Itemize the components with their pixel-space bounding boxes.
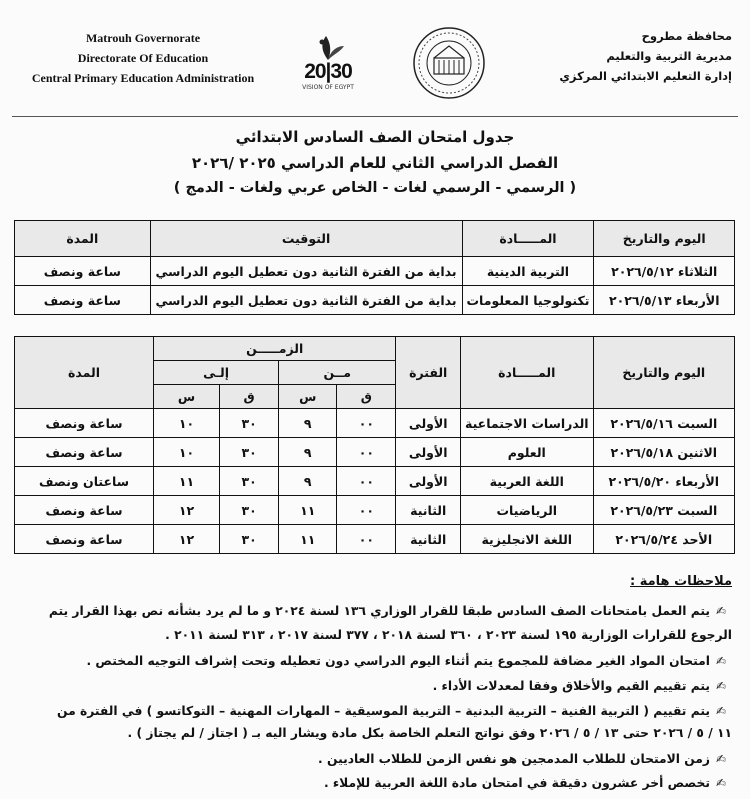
table1-cell-timing: بداية من الفترة الثانية دون تعطيل اليوم الدراسي xyxy=(150,286,462,315)
note-1-text-b: الرجوع للقرارات الوزارية ١٩٥ لسنة ٢٠٢٣ ، ٣٦٠ لسنة ٢٠١٨ ، ٣٧٧ لسنة ٢٠١٧ ، ٣١٣ لسنة ٢٠١١ . xyxy=(165,628,732,642)
table2-cell-to-hour: ١٢ xyxy=(154,525,220,554)
table2-cell-period: الثانية xyxy=(396,525,461,554)
leaf-icon xyxy=(292,30,364,62)
table1-cell-duration: ساعة ونصف xyxy=(15,286,151,315)
table2-cell-from-minute: ٠٠ xyxy=(337,438,396,467)
table1-header-duration: المدة xyxy=(15,221,151,257)
table2-cell-from-hour: ٩ xyxy=(279,438,337,467)
table2-header-to-hour: س xyxy=(154,385,220,409)
note-5 xyxy=(12,748,732,771)
table2-cell-day: الأربعاء ٢٠٢٦/٥/٢٠ xyxy=(593,467,734,496)
table2-cell-subject: اللغة العربية xyxy=(460,467,593,496)
note-3-text: يتم تقييم القيم والأخلاق وفقا لمعدلات الأداء . xyxy=(432,679,710,693)
table2-cell-from-minute: ٠٠ xyxy=(337,409,396,438)
table2-cell-duration: ساعة ونصف xyxy=(15,525,154,554)
vision-2030-logo xyxy=(292,30,364,96)
table2-cell-period: الأولى xyxy=(396,467,461,496)
schedule-table-2 xyxy=(14,336,735,554)
pen-icon: ✍ xyxy=(715,604,727,618)
header-ar-line-2: مديرية التربية والتعليم xyxy=(606,49,732,63)
table2-cell-to-hour: ١٠ xyxy=(154,409,220,438)
notes-heading: ملاحظات هامة : xyxy=(630,574,732,589)
table2-cell-from-minute: ٠٠ xyxy=(337,496,396,525)
table1-cell-duration: ساعة ونصف xyxy=(15,257,151,286)
table2-cell-to-minute: ٣٠ xyxy=(220,438,279,467)
table1-cell-subject: التربية الدينية xyxy=(462,257,594,286)
note-5-text: زمن الامتحان للطلاب المدمجين هو نفس الزمن للطلاب العاديين . xyxy=(318,752,710,766)
header-english xyxy=(18,28,268,88)
table2-header-from: مــن xyxy=(279,361,396,385)
logo-caption: VISION OF EGYPT xyxy=(302,84,354,91)
table2-header-to: إلـى xyxy=(154,361,279,385)
table-row xyxy=(15,467,735,496)
table1-header-day: اليوم والتاريخ xyxy=(594,221,735,257)
note-6 xyxy=(12,772,732,795)
table2-header-to-minute: ق xyxy=(220,385,279,409)
note-1-text-a: يتم العمل بامتحانات الصف السادس طبقا للقرار الوزاري ١٣٦ لسنة ٢٠٢٤ و ما لم يرد بشأنه نص بهذا القرار يتم xyxy=(48,604,710,618)
table2-cell-period: الأولى xyxy=(396,438,461,467)
ministry-seal-icon xyxy=(412,26,486,100)
table2-cell-from-minute: ٠٠ xyxy=(337,525,396,554)
table2-cell-to-minute: ٣٠ xyxy=(220,496,279,525)
table2-cell-from-hour: ٩ xyxy=(279,467,337,496)
table2-cell-subject: الرياضيات xyxy=(460,496,593,525)
table2-header-duration: المدة xyxy=(15,337,154,409)
table2-cell-subject: اللغة الانجليزية xyxy=(460,525,593,554)
pen-icon: ✍ xyxy=(715,776,727,790)
table2-header-day: اليوم والتاريخ xyxy=(593,337,734,409)
table2-cell-to-hour: ١٠ xyxy=(154,438,220,467)
table2-cell-duration: ساعة ونصف xyxy=(15,438,154,467)
table2-cell-to-hour: ١١ xyxy=(154,467,220,496)
table2-header-from-minute: ق xyxy=(337,385,396,409)
header-en-line-1: Matrouh Governorate xyxy=(85,31,201,45)
table2-cell-from-hour: ١١ xyxy=(279,525,337,554)
title-line-2: الفصل الدراسي الثاني للعام الدراسي ٢٠٢٥ /٢٠٢٦ xyxy=(191,154,559,172)
note-3 xyxy=(12,675,732,698)
header-divider xyxy=(12,116,738,117)
table2-header-period: الفترة xyxy=(396,337,461,409)
pen-icon: ✍ xyxy=(715,704,727,718)
table2-header-subject: المـــــادة xyxy=(460,337,593,409)
table2-cell-to-minute: ٣٠ xyxy=(220,409,279,438)
table2-cell-to-minute: ٣٠ xyxy=(220,525,279,554)
table-row xyxy=(15,286,735,315)
header-en-line-2: Directorate Of Education xyxy=(77,51,209,65)
table2-cell-period: الثانية xyxy=(396,496,461,525)
note-4-text-b: ١١ / ٥ / ٢٠٢٦ حتى ١٣ / ٥ / ٢٠٢٦ وفق نواتج التعلم الخاصة بكل مادة ويشار اليه بـ ( اجتاز / لم يجتاز ) . xyxy=(127,726,732,740)
table1-cell-day: الثلاثاء ٢٠٢٦/٥/١٢ xyxy=(594,257,735,286)
table2-cell-duration: ساعة ونصف xyxy=(15,496,154,525)
table1-cell-subject: تكنولوجيا المعلومات xyxy=(462,286,594,315)
logo-number: 20|30 xyxy=(304,60,352,83)
note-2-text: امتحان المواد الغير مضافة للمجموع يتم أثناء اليوم الدراسي دون تعطيله وتحت إشراف التوجيه المختص . xyxy=(86,654,710,668)
table-row xyxy=(15,409,735,438)
table2-header-row xyxy=(15,337,735,361)
header-en-line-3: Central Primary Education Administration xyxy=(31,71,255,85)
note-1-cont xyxy=(12,624,732,647)
table2-cell-day: الاثنين ٢٠٢٦/٥/١٨ xyxy=(593,438,734,467)
table-row xyxy=(15,525,735,554)
table2-cell-period: الأولى xyxy=(396,409,461,438)
table2-cell-from-hour: ١١ xyxy=(279,496,337,525)
table2-cell-day: الأحد ٢٠٢٦/٥/٢٤ xyxy=(593,525,734,554)
table2-cell-from-minute: ٠٠ xyxy=(337,467,396,496)
table2-header-from-hour: س xyxy=(279,385,337,409)
pen-icon: ✍ xyxy=(715,679,727,693)
table1-header-timing: التوقيت xyxy=(150,221,462,257)
table1-header-row xyxy=(15,221,735,257)
table2-cell-from-hour: ٩ xyxy=(279,409,337,438)
table2-cell-subject: الدراسات الاجتماعية xyxy=(460,409,593,438)
table2-cell-to-hour: ١٢ xyxy=(154,496,220,525)
header-arabic xyxy=(532,26,732,86)
schedule-table-1 xyxy=(14,220,735,315)
table2-cell-to-minute: ٣٠ xyxy=(220,467,279,496)
note-4-cont xyxy=(12,722,732,745)
table1-cell-day: الأربعاء ٢٠٢٦/٥/١٣ xyxy=(594,286,735,315)
note-4-text-a: يتم تقييم ( التربية الفنية – التربية البدنية – التربية الموسيقية – المهارات المهنية – التوكاتسو ) في الفترة من xyxy=(57,704,710,718)
table2-cell-duration: ساعة ونصف xyxy=(15,409,154,438)
pen-icon: ✍ xyxy=(715,654,727,668)
table2-cell-day: السبت ٢٠٢٦/٥/١٦ xyxy=(593,409,734,438)
header-ar-line-3: إدارة التعليم الابتدائي المركزي xyxy=(559,69,732,83)
table2-cell-subject: العلوم xyxy=(460,438,593,467)
table-row xyxy=(15,438,735,467)
note-4 xyxy=(12,700,732,723)
table-row xyxy=(15,496,735,525)
title-line-1: جدول امتحان الصف السادس الابتدائي xyxy=(235,128,515,146)
note-6-text: تخصص أخر عشرون دقيقة في امتحان مادة اللغة العربية للإملاء . xyxy=(323,776,710,790)
table2-cell-day: السبت ٢٠٢٦/٥/٢٣ xyxy=(593,496,734,525)
table1-header-subject: المـــــادة xyxy=(462,221,594,257)
table2-header-time: الزمـــــن xyxy=(154,337,396,361)
note-2 xyxy=(12,650,732,673)
table-row xyxy=(15,257,735,286)
title-line-3: ( الرسمي - الرسمي لغات - الخاص عربي ولغات - الدمج ) xyxy=(173,180,577,196)
table2-cell-duration: ساعتان ونصف xyxy=(15,467,154,496)
pen-icon: ✍ xyxy=(715,752,727,766)
note-1 xyxy=(12,600,732,623)
table1-cell-timing: بداية من الفترة الثانية دون تعطيل اليوم الدراسي xyxy=(150,257,462,286)
header-ar-line-1: محافظة مطروح xyxy=(641,29,732,43)
